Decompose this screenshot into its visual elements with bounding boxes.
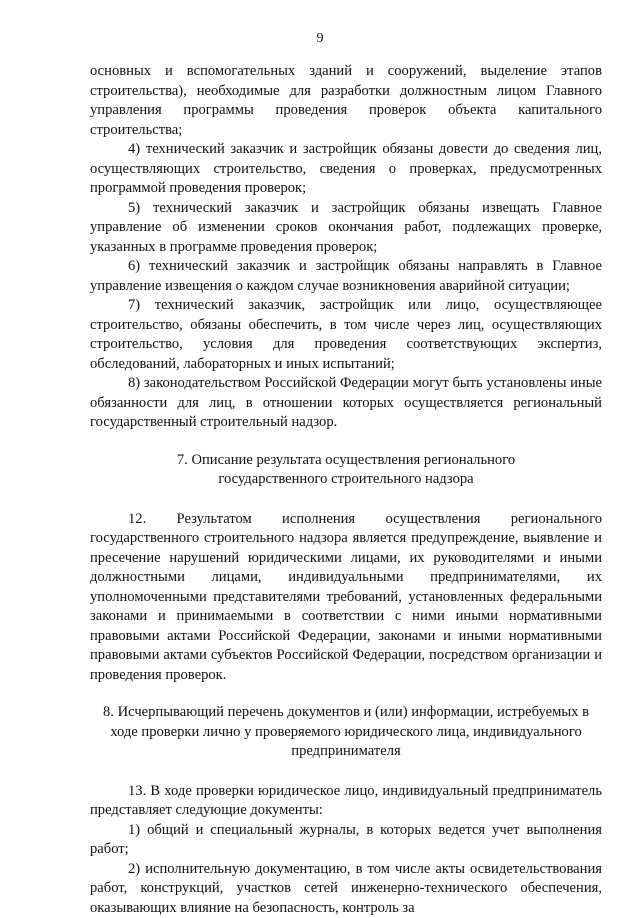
- document-body: [90, 62, 602, 918]
- list-item-7: 7) технический заказчик, застройщик или лицо, осуществляющее строительство, обязаны обеспечить, в том числе через лиц, осуществляющих строительство, условия для проведения соответствующих экспертиз, обследований, лабораторных и иных испытаний;: [90, 296, 602, 374]
- section-7-heading-line-2: государственного строительного надзора: [90, 470, 602, 490]
- section-8-heading-line-3: предпринимателя: [92, 742, 600, 762]
- document-item-1: 1) общий и специальный журналы, в которых ведется учет выполнения работ;: [90, 821, 602, 860]
- list-item-5: 5) технический заказчик и застройщик обязаны извещать Главное управление об изменении сроков окончания работ, подлежащих проверке, указанных в программе проведения проверок;: [90, 199, 602, 258]
- section-8-heading: [90, 703, 602, 762]
- list-item-6: 6) технический заказчик и застройщик обязаны направлять в Главное управление извещения о каждом случае возникновения аварийной ситуации;: [90, 257, 602, 296]
- section-8-heading-line-1: 8. Исчерпывающий перечень документов и (или) информации, истребуемых в: [92, 703, 600, 723]
- document-item-2: 2) исполнительную документацию, в том числе акты освидетельствования работ, конструкций, участков сетей инженерно-технического обеспечения, оказывающих влияние на безопасность, контроль за: [90, 860, 602, 918]
- section-7-heading-line-1: 7. Описание результата осуществления регионального: [90, 451, 602, 471]
- paragraph-12: 12. Результатом исполнения осуществления регионального государственного строительного надзора является предупреждение, выявление и пресечение нарушений юридическими лицами, их руководителями и иными должностными лицами, индивидуальными предпринимателями, их уполномоченными представителями требований, установленных федеральными законами и принимаемыми в соответствии с ними иными нормативными правовыми актами Российской Федерации, законами и иными нормативными правовыми актами субъектов Российской Федерации, посредством организации и проведения проверок.: [90, 510, 602, 686]
- section-7-heading: [90, 451, 602, 490]
- list-item-8: 8) законодательством Российской Федерации могут быть установлены иные обязанности для лиц, в отношении которых осуществляется региональный государственный строительный надзор.: [90, 374, 602, 433]
- section-8-heading-line-2: ходе проверки лично у проверяемого юридического лица, индивидуального: [92, 723, 600, 743]
- paragraph-13: 13. В ходе проверки юридическое лицо, индивидуальный предприниматель представляет следующие документы:: [90, 782, 602, 821]
- page-number: 9: [0, 30, 640, 48]
- list-item-4: 4) технический заказчик и застройщик обязаны довести до сведения лиц, осуществляющих строительство, сведения о проверках, предусмотренных программой проведения проверок;: [90, 140, 602, 199]
- paragraph-continuation: основных и вспомогательных зданий и сооружений, выделение этапов строительства), необходимые для разработки должностным лицом Главного управления программы проведения проверок объекта капитального строительства;: [90, 62, 602, 140]
